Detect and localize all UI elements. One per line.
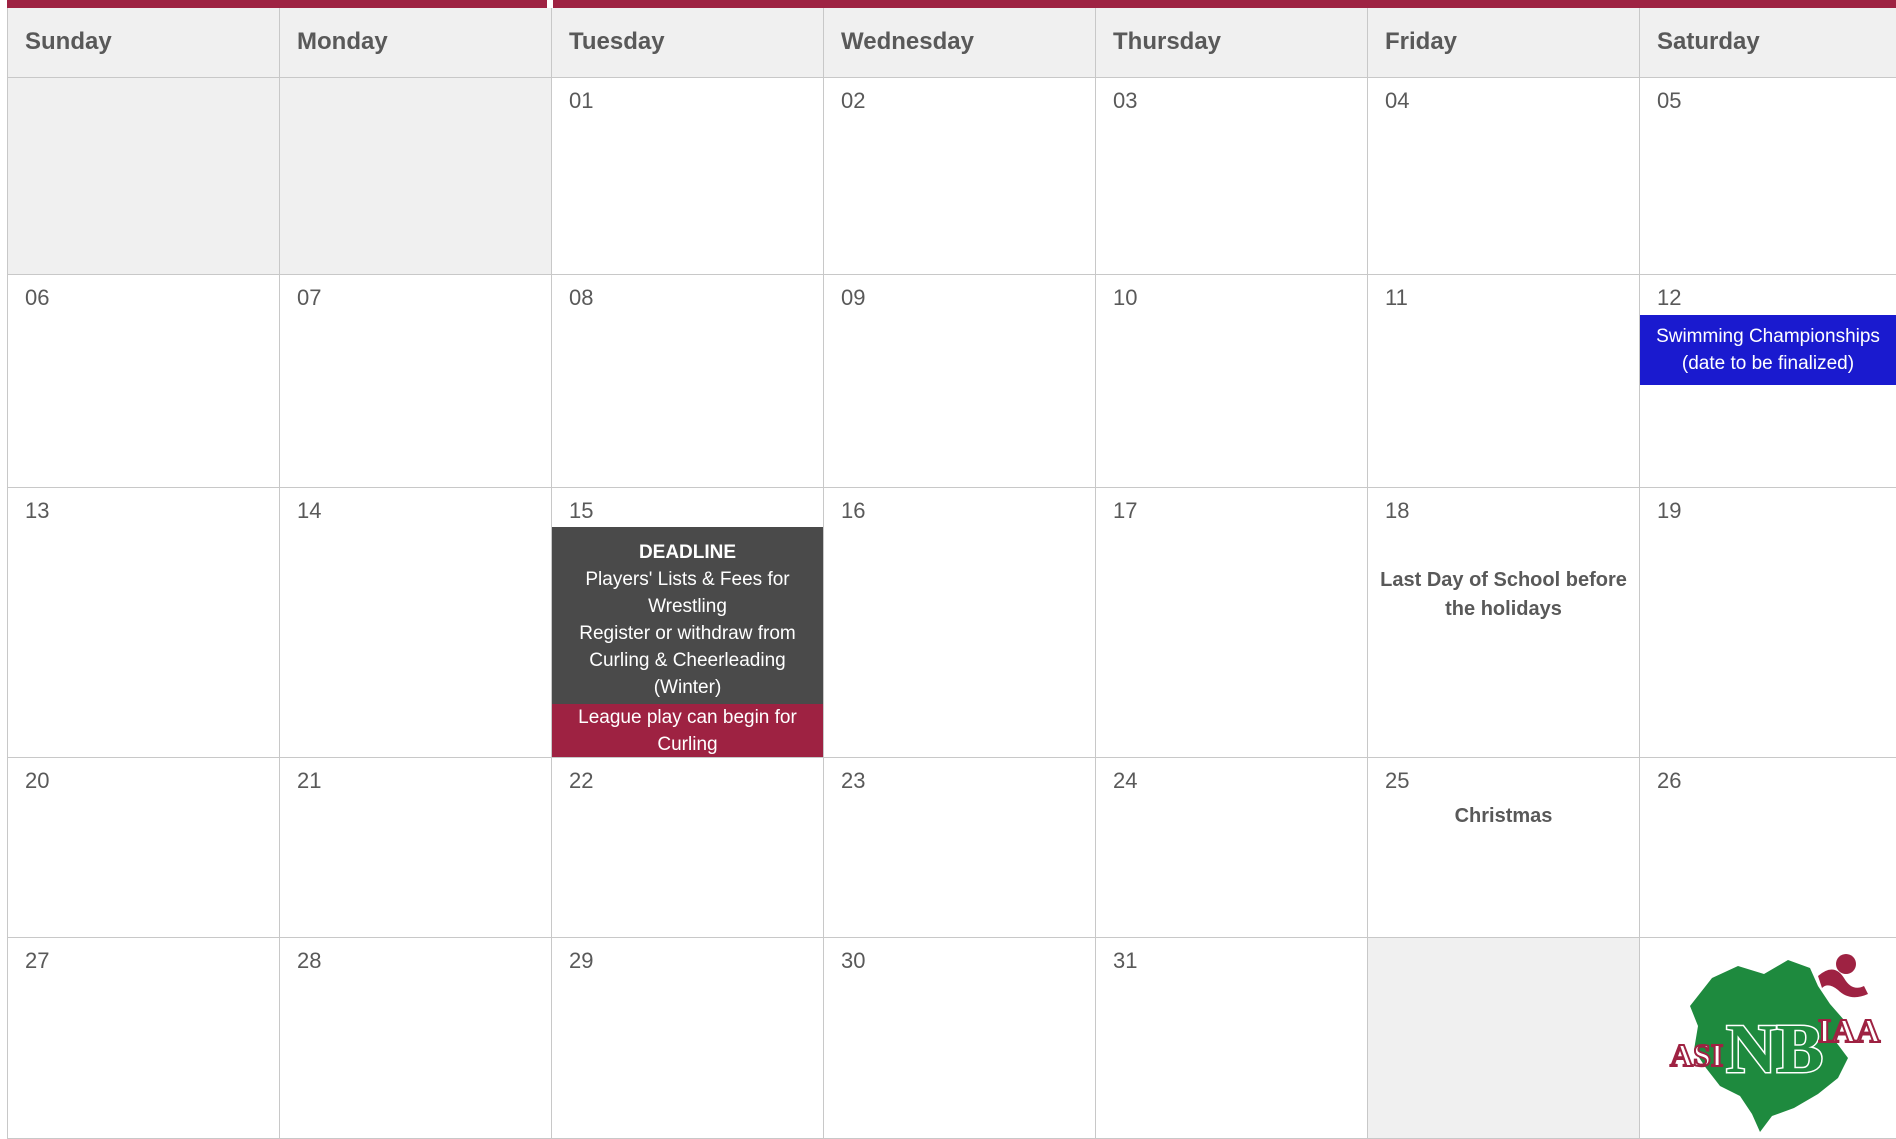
day-cell-07[interactable] xyxy=(280,275,552,488)
day-number: 02 xyxy=(841,88,866,113)
day-cell-12[interactable] xyxy=(1640,275,1896,488)
day-cell-24[interactable] xyxy=(1096,758,1368,938)
asinbiaa-logo xyxy=(1668,946,1888,1136)
day-cell-04[interactable] xyxy=(1368,78,1640,275)
day-cell-10[interactable] xyxy=(1096,275,1368,488)
swimming-championships-event[interactable]: Swimming Championships (date to be finalized) xyxy=(1640,315,1896,385)
day-number: 11 xyxy=(1385,285,1408,310)
day-cell-28[interactable] xyxy=(280,938,552,1139)
day-cell-27[interactable] xyxy=(8,938,280,1139)
day-cell-08[interactable] xyxy=(552,275,824,488)
day-cell-02[interactable] xyxy=(824,78,1096,275)
day-cell-30[interactable] xyxy=(824,938,1096,1139)
logo-cell xyxy=(1640,938,1896,1139)
day-cell-03[interactable] xyxy=(1096,78,1368,275)
day-cell-21[interactable] xyxy=(280,758,552,938)
christmas-note: Christmas xyxy=(1454,805,1553,827)
day-cell-26[interactable] xyxy=(1640,758,1896,938)
runner-body-icon xyxy=(1818,969,1868,997)
day-number: 08 xyxy=(569,285,594,310)
weekday-tuesday: Tuesday xyxy=(552,8,824,78)
header-accent-bar-right xyxy=(553,0,1896,8)
day-cell-20[interactable] xyxy=(8,758,280,938)
day-number: 19 xyxy=(1657,498,1682,523)
day-number: 13 xyxy=(25,498,50,523)
day-number: 14 xyxy=(297,498,322,523)
day-cell-23[interactable] xyxy=(824,758,1096,938)
day-cell-18[interactable] xyxy=(1368,488,1640,758)
day-number: 20 xyxy=(25,768,50,793)
deadline-register-withdraw: Register or withdraw from Curling & Cheerleading (Winter) xyxy=(579,623,796,698)
day-number: 05 xyxy=(1657,88,1682,113)
day-number: 06 xyxy=(25,285,50,310)
day-cell-17[interactable] xyxy=(1096,488,1368,758)
day-number: 10 xyxy=(1113,285,1138,310)
empty-day-cell xyxy=(280,78,552,275)
day-cell-19[interactable] xyxy=(1640,488,1896,758)
header-accent-bar-left xyxy=(7,0,547,8)
day-number: 28 xyxy=(297,948,322,973)
day-number: 18 xyxy=(1385,498,1410,523)
runner-head-icon xyxy=(1836,954,1856,974)
day-number: 21 xyxy=(297,768,322,793)
day-number: 25 xyxy=(1385,768,1410,793)
deadline-event[interactable] xyxy=(552,527,823,704)
day-number: 31 xyxy=(1113,948,1138,973)
day-number: 23 xyxy=(841,768,866,793)
day-number: 26 xyxy=(1657,768,1682,793)
empty-day-cell xyxy=(8,78,280,275)
day-number: 12 xyxy=(1657,285,1682,310)
weekday-monday: Monday xyxy=(280,8,552,78)
day-cell-25[interactable] xyxy=(1368,758,1640,938)
empty-day-cell xyxy=(1368,938,1640,1139)
league-play-event[interactable]: League play can begin for Curling xyxy=(552,704,823,757)
day-cell-14[interactable] xyxy=(280,488,552,758)
deadline-players-fees: Players' Lists & Fees for Wrestling xyxy=(585,569,790,617)
weekday-wednesday: Wednesday xyxy=(824,8,1096,78)
day-number: 09 xyxy=(841,285,866,310)
day-number: 22 xyxy=(569,768,594,793)
weekday-sunday: Sunday xyxy=(8,8,280,78)
day-cell-05[interactable] xyxy=(1640,78,1896,275)
day-cell-11[interactable] xyxy=(1368,275,1640,488)
deadline-title: DEADLINE xyxy=(638,542,737,563)
day-number: 01 xyxy=(569,88,594,113)
day-number: 24 xyxy=(1113,768,1138,793)
day-number: 30 xyxy=(841,948,866,973)
day-number: 03 xyxy=(1113,88,1138,113)
logo-text-iaa: IAA xyxy=(1818,1013,1881,1050)
last-day-of-school-note: Last Day of School before the holidays xyxy=(1380,569,1627,620)
day-cell-15[interactable] xyxy=(552,488,824,758)
calendar-grid xyxy=(7,8,1896,1139)
day-number: 29 xyxy=(569,948,594,973)
day-number: 15 xyxy=(569,498,594,523)
day-cell-31[interactable] xyxy=(1096,938,1368,1139)
day-cell-16[interactable] xyxy=(824,488,1096,758)
day-number: 04 xyxy=(1385,88,1410,113)
day-cell-29[interactable] xyxy=(552,938,824,1139)
day-cell-13[interactable] xyxy=(8,488,280,758)
day-number: 27 xyxy=(25,948,50,973)
weekday-thursday: Thursday xyxy=(1096,8,1368,78)
weekday-friday: Friday xyxy=(1368,8,1640,78)
day-cell-06[interactable] xyxy=(8,275,280,488)
logo-text-nb: NB xyxy=(1726,1011,1824,1088)
logo-text-asi: ASI xyxy=(1670,1037,1724,1073)
day-number: 17 xyxy=(1113,498,1138,523)
day-number: 07 xyxy=(297,285,322,310)
weekday-saturday: Saturday xyxy=(1640,8,1896,78)
day-cell-01[interactable] xyxy=(552,78,824,275)
day-cell-22[interactable] xyxy=(552,758,824,938)
day-number: 16 xyxy=(841,498,866,523)
day-cell-09[interactable] xyxy=(824,275,1096,488)
